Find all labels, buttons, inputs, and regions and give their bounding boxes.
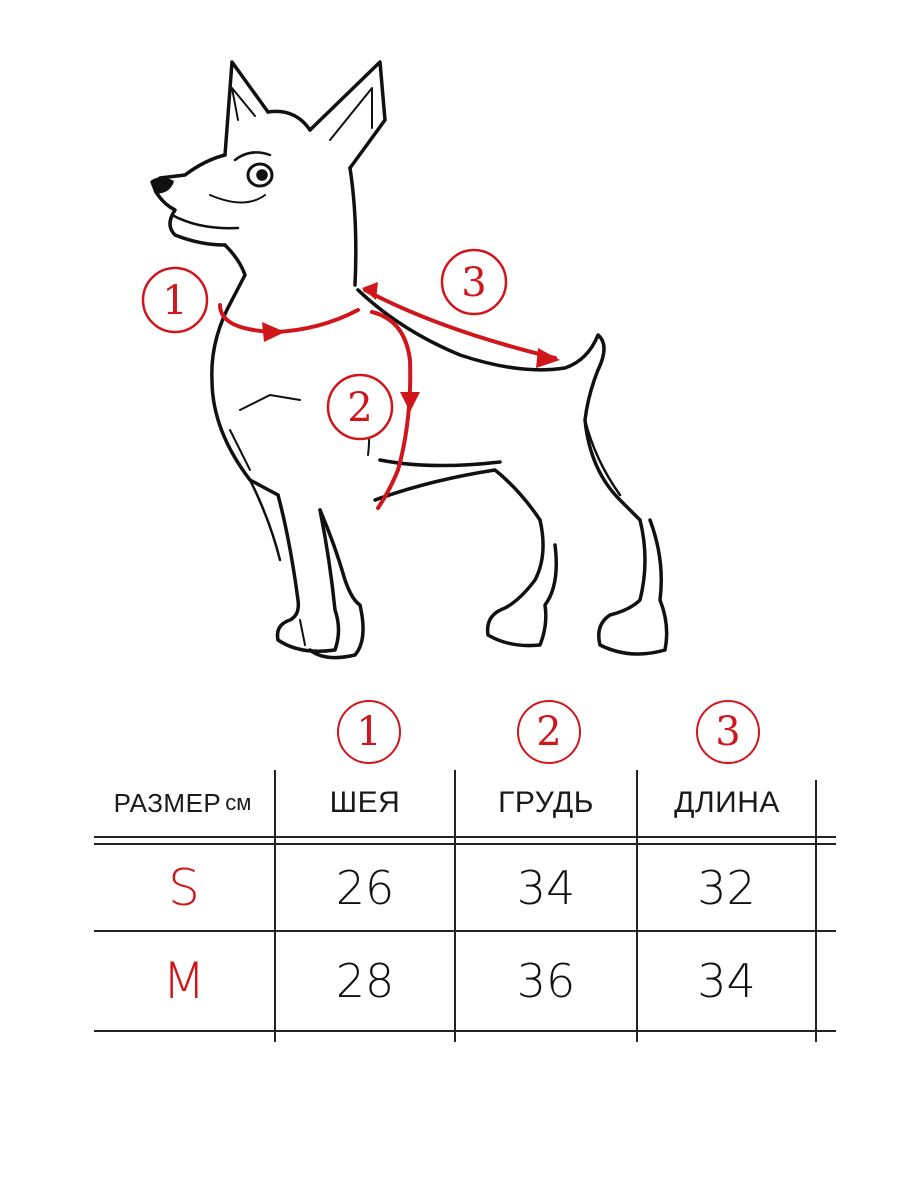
row-m-size: M	[162, 952, 206, 1010]
table-bottom-border	[94, 1030, 836, 1032]
row-s-chest: 34	[516, 861, 576, 915]
callout-2	[328, 375, 392, 439]
row-s-length: 32	[697, 861, 756, 915]
header-size-label: РАЗМЕР	[113, 787, 222, 818]
header-divider-top	[94, 836, 836, 838]
row-m-length: 34	[697, 954, 756, 1008]
column-marker-2: 2	[517, 700, 581, 764]
column-marker-3: 3	[696, 700, 760, 764]
header-divider-bottom	[94, 843, 836, 845]
col-divider-4	[815, 780, 817, 1042]
callout-2-label: 2	[347, 385, 373, 431]
row-m-neck: 28	[335, 954, 395, 1008]
row-s-neck: 26	[335, 861, 395, 915]
header-size	[90, 778, 275, 828]
header-length: ДЛИНА	[674, 786, 780, 819]
callout-1	[143, 268, 207, 332]
column-marker-1: 1	[337, 700, 401, 764]
header-unit: см	[225, 790, 252, 815]
header-neck: ШЕЯ	[329, 786, 401, 819]
header-chest: ГРУДЬ	[498, 786, 594, 819]
callout-3	[442, 250, 506, 314]
row-s-size: S	[168, 859, 200, 917]
callout-3-label: 3	[461, 260, 487, 306]
callout-1-label: 1	[162, 278, 188, 324]
row-m-chest: 36	[516, 954, 576, 1008]
neck-measure-line	[220, 305, 358, 332]
